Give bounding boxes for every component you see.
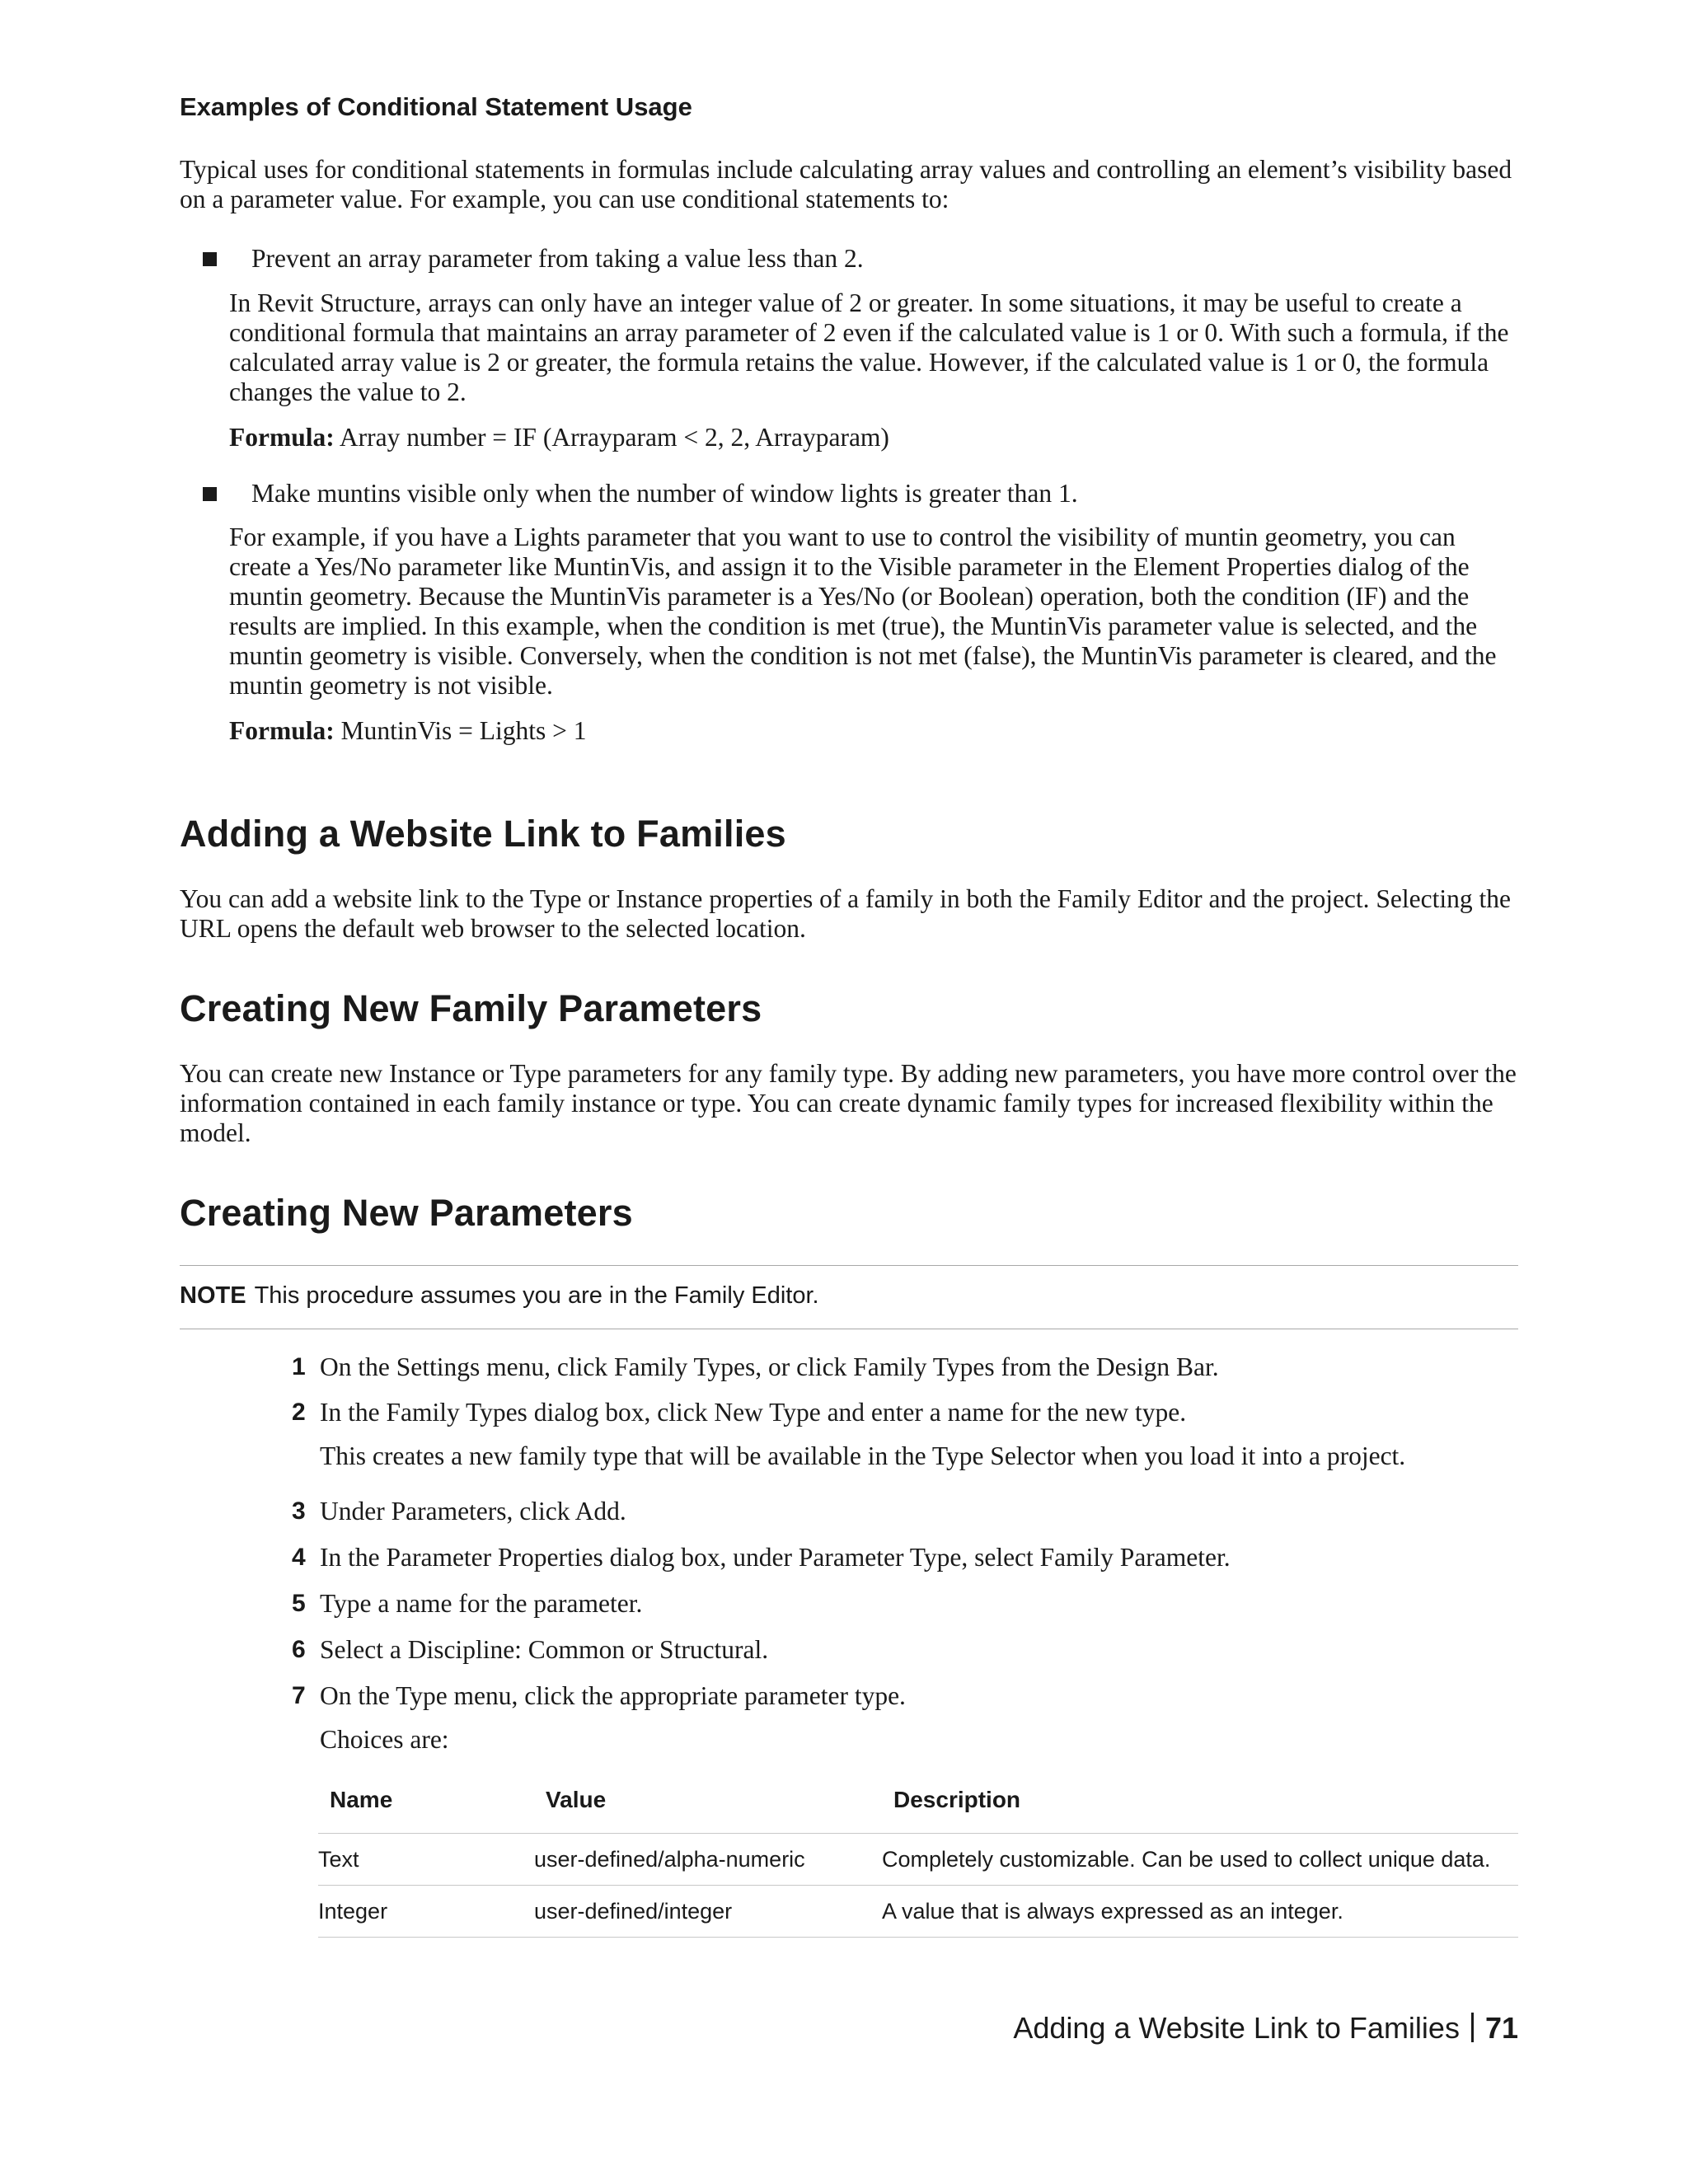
note-callout: [180, 1281, 819, 1310]
formula-label: Formula:: [229, 716, 335, 745]
website-link-paragraph: You can add a website link to the Type or Instance properties of a family in both the Family Editor and the project. Selecting the URL opens the default web browser to the selected location.: [180, 884, 1511, 943]
subsection-heading: Examples of Conditional Statement Usage: [180, 92, 692, 121]
bullet-detail: For example, if you have a Lights parameter that you want to use to control the visibility of muntin geometry, you can create a Yes/No parameter like MuntinVis, and assign it to the Visible parameter in the Element Properties dialog of the muntin geometry. Because the MuntinVis parameter is a Yes/No (or Boolean) operation, both the condition (IF) and the results are implied. In this example, when the condition is met (true), the MuntinVis parameter value is selected, and the muntin geometry is visible. Conversely, when the condition is not met (false), the MuntinVis parameter is cleared, and the muntin geometry is not visible.: [229, 523, 1497, 700]
page-footer: [1013, 2011, 1518, 2046]
step-text: In the Family Types dialog box, click New Type and enter a name for the new type.: [320, 1398, 1187, 1427]
step-text: On the Settings menu, click Family Types, or click Family Types from the Design Bar.: [320, 1352, 1219, 1381]
step-text: On the Type menu, click the appropriate parameter type.: [320, 1681, 906, 1710]
table-cell: user-defined/alpha-numeric: [534, 1834, 882, 1886]
table-cell: A value that is always expressed as an integer.: [882, 1886, 1518, 1938]
table-header-cell: Description: [893, 1787, 1021, 1812]
step-text: In the Parameter Properties dialog box, under Parameter Type, select Family Parameter.: [320, 1543, 1231, 1572]
note-divider-top: [180, 1265, 1518, 1266]
step-number: 7: [292, 1682, 306, 1709]
bullet-text: Make muntins visible only when the number of window lights is greater than 1.: [251, 479, 1078, 508]
step-text: Under Parameters, click Add.: [320, 1497, 626, 1526]
section-heading-website-link: Adding a Website Link to Families: [180, 813, 786, 855]
bullet-detail: In Revit Structure, arrays can only have an integer value of 2 or greater. In some situations, it may be useful to create a conditional formula that maintains an array parameter of 2 even if the calculated value is 1 or 0. With such a formula, if the calculated array value is 2 or greater, the formula retains the value. However, if the calculated value is 1 or 0, the formula changes the value to 2.: [229, 288, 1509, 406]
step-text: Type a name for the parameter.: [320, 1589, 643, 1618]
intro-paragraph: Typical uses for conditional statements in formulas include calculating array values and controlling an element’s visibility based on a parameter value. For example, you can use conditional statements to:: [180, 155, 1512, 213]
table-header-cell: Value: [546, 1787, 607, 1812]
section-heading-family-parameters: Creating New Family Parameters: [180, 987, 762, 1029]
step-number: 4: [292, 1544, 306, 1571]
formula-line: [229, 423, 1518, 452]
table-header-cell: Name: [330, 1787, 393, 1812]
bullet-marker-icon: [203, 487, 217, 501]
table-row: [318, 1886, 1518, 1938]
table-row: [318, 1834, 1518, 1886]
table-cell: Text: [318, 1834, 534, 1886]
note-text: This procedure assumes you are in the Family Editor.: [254, 1282, 819, 1309]
step-number: 3: [292, 1497, 306, 1525]
step-note: This creates a new family type that will be available in the Type Selector when you load it into a project.: [320, 1441, 1406, 1470]
bullet-text: Prevent an array parameter from taking a value less than 2.: [251, 244, 864, 273]
step-number: 2: [292, 1399, 306, 1426]
step-note: Choices are:: [320, 1725, 449, 1754]
step-number: 5: [292, 1590, 306, 1617]
formula-line: [229, 716, 1518, 746]
section-heading-new-parameters: Creating New Parameters: [180, 1192, 633, 1234]
step-text: Select a Discipline: Common or Structural.: [320, 1635, 769, 1664]
footer-title: Adding a Website Link to Families: [1013, 2011, 1460, 2045]
formula-text: MuntinVis = Lights > 1: [340, 716, 587, 745]
family-parameters-paragraph: You can create new Instance or Type parameters for any family type. By adding new parameters, you have more control over the information contained in each family instance or type. You can create dynamic family types for increased flexibility within the model.: [180, 1059, 1517, 1147]
step-number: 1: [292, 1353, 306, 1380]
step-number: 6: [292, 1636, 306, 1663]
note-label: NOTE: [180, 1282, 246, 1309]
table-cell: Integer: [318, 1886, 534, 1938]
table-header-row: [318, 1774, 1518, 1834]
table-cell: Completely customizable. Can be used to collect unique data.: [882, 1834, 1518, 1886]
bullet-marker-icon: [203, 252, 217, 266]
table-cell: user-defined/integer: [534, 1886, 882, 1938]
formula-text: Array number = IF (Arrayparam < 2, 2, Arrayparam): [339, 423, 889, 452]
parameter-types-table: [318, 1774, 1518, 1938]
formula-label: Formula:: [229, 423, 335, 452]
document-page: [180, 0, 1518, 2184]
page-number: 71: [1484, 2011, 1518, 2045]
footer-separator: [1471, 2013, 1474, 2042]
